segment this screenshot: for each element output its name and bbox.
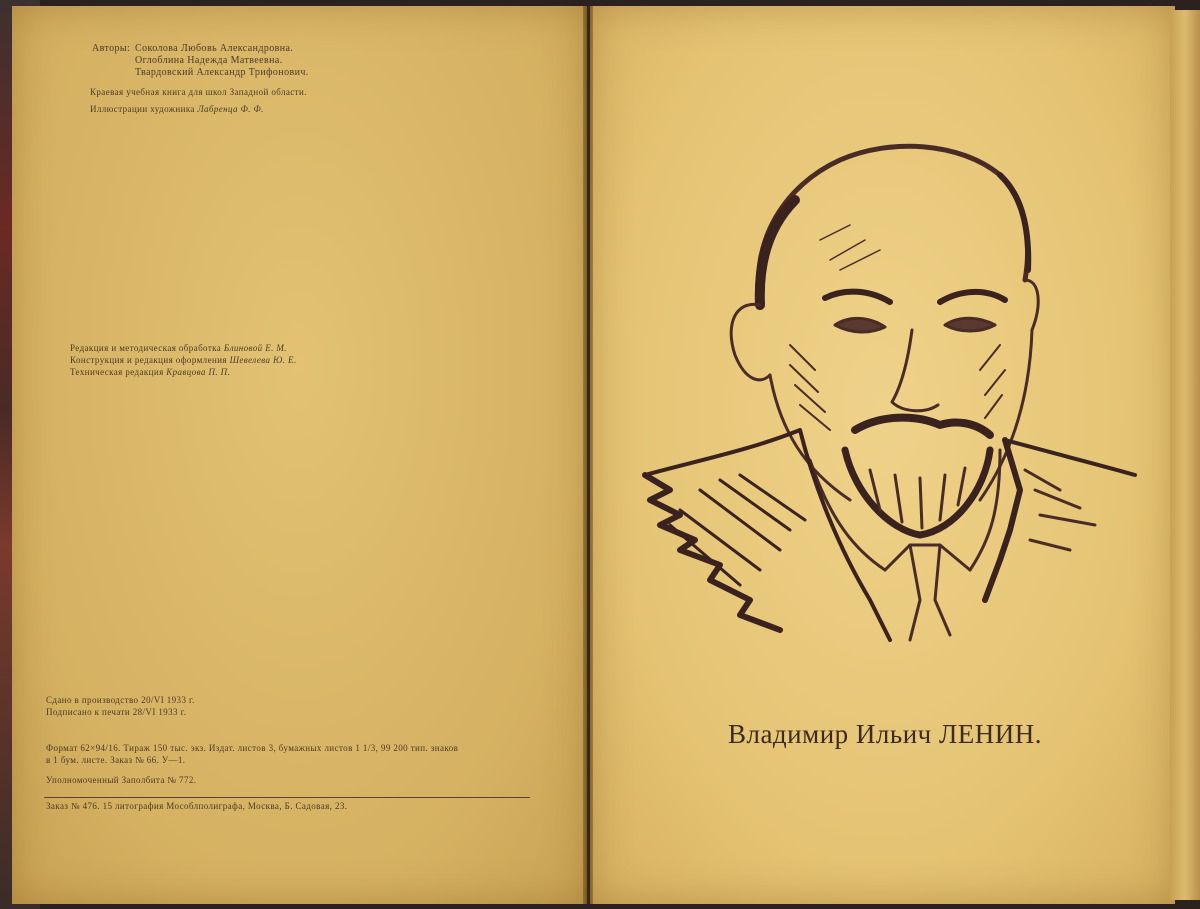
credit-label: Конструкция и редакция оформления — [70, 355, 227, 365]
book-type-line: Краевая учебная книга для школ Западной области. — [90, 87, 307, 97]
credit-label: Техническая редакция — [70, 367, 164, 377]
portrait-caption: Владимир Ильич ЛЕНИН. — [727, 719, 1043, 749]
credit-name: Шевелева Ю. Е. — [229, 355, 297, 365]
divider-rule — [44, 797, 530, 798]
author-line: Твардовский Александр Трифонович. — [135, 67, 309, 78]
credit-line — [70, 366, 230, 378]
author-line: Оглоблина Надежда Матвеевна. — [135, 55, 283, 66]
illustrations-line — [90, 103, 264, 115]
left-page — [12, 6, 587, 904]
credit-label: Редакция и методическая обработка — [70, 343, 222, 353]
page-stack-edge — [1170, 10, 1200, 900]
authors-label: Авторы: — [92, 43, 131, 54]
credit-name: Кравцова П. П. — [166, 367, 231, 377]
book-spine — [583, 6, 593, 904]
author-line: Соколова Любовь Александровна. — [135, 43, 294, 54]
production-date-line: Подписано к печати 28/VI 1933 г. — [46, 707, 187, 717]
production-date-line: Сдано в производство 20/VI 1933 г. — [46, 695, 195, 705]
credit-name: Блиновой Е. М. — [223, 343, 287, 353]
format-line: в 1 бум. листе. Заказ № 66. У—1. — [46, 755, 186, 765]
illustrator-name: Лабренца Ф. Ф. — [197, 104, 264, 114]
illustrations-label: Иллюстрации художника — [90, 104, 195, 114]
order-line: Заказ № 476. 15 литография Мособлполиграфа, Москва, Б. Садовая, 23. — [46, 801, 348, 811]
credit-line — [70, 342, 287, 354]
credit-line — [70, 354, 297, 366]
format-line: Формат 62×94/16. Тираж 150 тыс. экз. Издат. листов 3, бумажных листов 1 1/3, 99 200 тип. знаков — [46, 743, 459, 753]
authorized-line: Уполномоченный Заполбита № 772. — [46, 775, 197, 785]
portrait-illustration — [640, 130, 1140, 650]
